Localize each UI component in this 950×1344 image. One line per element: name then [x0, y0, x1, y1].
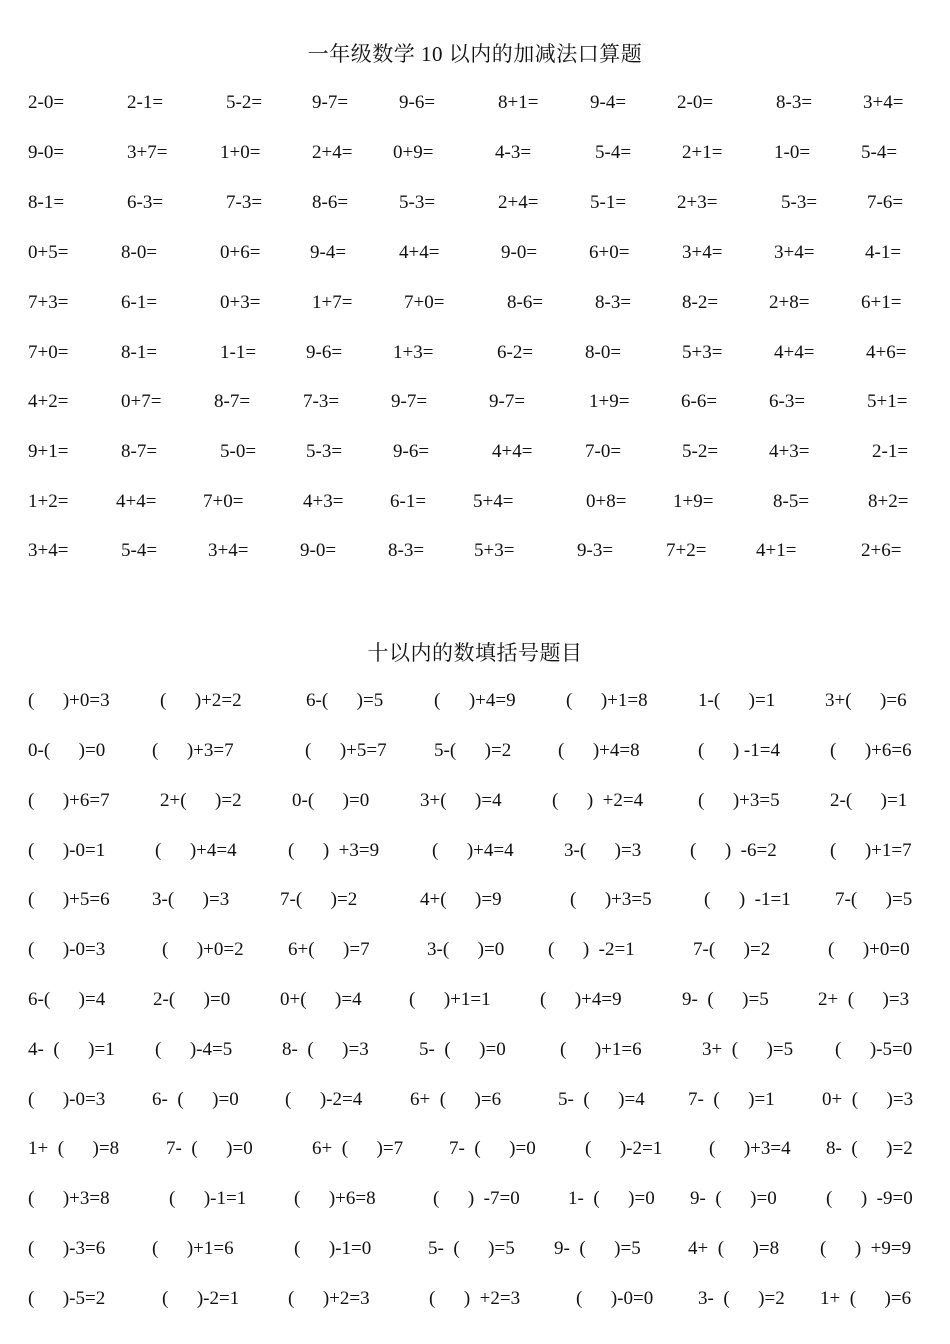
arithmetic-problem: ( )+4=4	[155, 840, 237, 861]
arithmetic-problem: 0+9=	[393, 142, 434, 163]
arithmetic-problem: 3-( )=3	[564, 840, 642, 861]
arithmetic-problem: 5- ( )=0	[419, 1039, 506, 1060]
arithmetic-problem: 6-( )=4	[28, 989, 106, 1010]
arithmetic-problem: 9-4=	[310, 242, 347, 263]
arithmetic-problem: 1-( )=1	[698, 690, 776, 711]
arithmetic-problem: ( )+1=8	[566, 690, 648, 711]
arithmetic-problem: 9-6=	[399, 92, 436, 113]
section1-row	[0, 487, 950, 517]
arithmetic-problem: ( )+3=5	[570, 889, 652, 910]
arithmetic-problem: ( ) -7=0	[433, 1188, 520, 1209]
arithmetic-problem: 8-1=	[121, 342, 158, 363]
arithmetic-problem: 3+4=	[28, 540, 69, 561]
arithmetic-problem: 4+( )=9	[420, 889, 502, 910]
arithmetic-problem: 3-( )=3	[152, 889, 230, 910]
section1-row	[0, 387, 950, 417]
arithmetic-problem: 8-0=	[121, 242, 158, 263]
arithmetic-problem: 2+4=	[498, 192, 539, 213]
arithmetic-problem: ( )+3=4	[709, 1138, 791, 1159]
arithmetic-problem: ( ) -6=2	[690, 840, 777, 861]
section2-row	[0, 1035, 950, 1065]
arithmetic-problem: 3+4=	[863, 92, 904, 113]
arithmetic-problem: 5+4=	[473, 491, 514, 512]
arithmetic-problem: 8-2=	[682, 292, 719, 313]
arithmetic-problem: 8-3=	[388, 540, 425, 561]
arithmetic-problem: 0+6=	[220, 242, 261, 263]
arithmetic-problem: ( )+1=6	[152, 1238, 234, 1259]
arithmetic-problem: ( )+4=8	[558, 740, 640, 761]
arithmetic-problem: ( )+0=0	[828, 939, 910, 960]
arithmetic-problem: ( )-0=0	[576, 1288, 654, 1309]
arithmetic-problem: 7-0=	[585, 441, 622, 462]
arithmetic-problem: 6-( )=5	[306, 690, 384, 711]
arithmetic-problem: 9-7=	[312, 92, 349, 113]
arithmetic-problem: 4+1=	[756, 540, 797, 561]
section1-row	[0, 88, 950, 118]
section2-row	[0, 935, 950, 965]
arithmetic-problem: 3+4=	[208, 540, 249, 561]
arithmetic-problem: 5-4=	[861, 142, 898, 163]
arithmetic-problem: 9- ( )=5	[554, 1238, 641, 1259]
arithmetic-problem: 9-3=	[577, 540, 614, 561]
arithmetic-problem: ( )+5=7	[305, 740, 387, 761]
arithmetic-problem: 7-3=	[226, 192, 263, 213]
arithmetic-problem: ( )-5=2	[28, 1288, 106, 1309]
arithmetic-problem: 1+9=	[673, 491, 714, 512]
arithmetic-problem: 8+2=	[868, 491, 909, 512]
section2-row	[0, 786, 950, 816]
section2-row	[0, 1085, 950, 1115]
section1-row	[0, 188, 950, 218]
arithmetic-problem: 6-2=	[497, 342, 534, 363]
arithmetic-problem: 8-3=	[595, 292, 632, 313]
arithmetic-problem: 6+0=	[589, 242, 630, 263]
arithmetic-problem: ( )-2=1	[162, 1288, 240, 1309]
arithmetic-problem: ( )-0=1	[28, 840, 106, 861]
arithmetic-problem: ( )-1=1	[169, 1188, 247, 1209]
arithmetic-problem: 8-3=	[776, 92, 813, 113]
section2-row	[0, 1284, 950, 1314]
arithmetic-problem: 2-( )=1	[830, 790, 908, 811]
arithmetic-problem: 8- ( )=3	[282, 1039, 369, 1060]
arithmetic-problem: 4-3=	[495, 142, 532, 163]
arithmetic-problem: 4+4=	[399, 242, 440, 263]
arithmetic-problem: ( )+6=7	[28, 790, 110, 811]
arithmetic-problem: 8-7=	[214, 391, 251, 412]
arithmetic-problem: 9-6=	[393, 441, 430, 462]
arithmetic-problem: 5-2=	[682, 441, 719, 462]
arithmetic-problem: 8-5=	[773, 491, 810, 512]
arithmetic-problem: 7+0=	[203, 491, 244, 512]
arithmetic-problem: 8-1=	[28, 192, 65, 213]
arithmetic-problem: 0+7=	[121, 391, 162, 412]
arithmetic-problem: 1+7=	[312, 292, 353, 313]
arithmetic-problem: 5+1=	[867, 391, 908, 412]
arithmetic-problem: ( )-0=3	[28, 1089, 106, 1110]
arithmetic-problem: ( ) +2=3	[429, 1288, 521, 1309]
arithmetic-problem: ( )+2=2	[160, 690, 242, 711]
arithmetic-problem: 8-6=	[312, 192, 349, 213]
arithmetic-problem: 6-1=	[121, 292, 158, 313]
arithmetic-problem: ( )+0=2	[162, 939, 244, 960]
arithmetic-problem: 3- ( )=2	[698, 1288, 785, 1309]
arithmetic-problem: ( ) +9=9	[820, 1238, 912, 1259]
arithmetic-problem: 7-( )=5	[835, 889, 913, 910]
arithmetic-problem: 1+ ( )=8	[28, 1138, 120, 1159]
arithmetic-problem: 9- ( )=5	[682, 989, 769, 1010]
arithmetic-problem: 8- ( )=2	[826, 1138, 913, 1159]
arithmetic-problem: 1+9=	[589, 391, 630, 412]
arithmetic-problem: 2+3=	[677, 192, 718, 213]
arithmetic-problem: 4+3=	[303, 491, 344, 512]
arithmetic-problem: 5- ( )=5	[428, 1238, 515, 1259]
arithmetic-problem: ( )+3=7	[152, 740, 234, 761]
arithmetic-problem: 6+1=	[861, 292, 902, 313]
arithmetic-problem: ( )+6=6	[830, 740, 912, 761]
arithmetic-problem: 1-1=	[220, 342, 257, 363]
arithmetic-problem: 9-0=	[501, 242, 538, 263]
arithmetic-problem: 9-0=	[300, 540, 337, 561]
arithmetic-problem: ( )-1=0	[294, 1238, 372, 1259]
arithmetic-problem: 1+0=	[220, 142, 261, 163]
arithmetic-problem: 6-6=	[681, 391, 718, 412]
arithmetic-problem: 9-0=	[28, 142, 65, 163]
arithmetic-problem: 4+4=	[116, 491, 157, 512]
arithmetic-problem: 5-3=	[781, 192, 818, 213]
arithmetic-problem: 8-0=	[585, 342, 622, 363]
arithmetic-problem: 5-1=	[590, 192, 627, 213]
arithmetic-problem: 2-1=	[872, 441, 909, 462]
arithmetic-problem: 1+ ( )=6	[820, 1288, 912, 1309]
arithmetic-problem: ( )+2=3	[288, 1288, 370, 1309]
arithmetic-problem: 3+ ( )=5	[702, 1039, 794, 1060]
arithmetic-problem: ( )+1=1	[409, 989, 491, 1010]
arithmetic-problem: ( ) -2=1	[548, 939, 635, 960]
arithmetic-problem: ( )-5=0	[835, 1039, 913, 1060]
arithmetic-problem: ( )+5=6	[28, 889, 110, 910]
arithmetic-problem: ( )+0=3	[28, 690, 110, 711]
arithmetic-problem: 9-6=	[306, 342, 343, 363]
arithmetic-problem: 5-3=	[399, 192, 436, 213]
arithmetic-problem: 2+ ( )=3	[818, 989, 910, 1010]
arithmetic-problem: ( )+4=9	[434, 690, 516, 711]
arithmetic-problem: 8-6=	[507, 292, 544, 313]
arithmetic-problem: ( ) -1=1	[704, 889, 791, 910]
arithmetic-problem: 3+4=	[774, 242, 815, 263]
section1-row	[0, 288, 950, 318]
arithmetic-problem: 7-6=	[867, 192, 904, 213]
section1-row	[0, 238, 950, 268]
arithmetic-problem: 6+ ( )=6	[410, 1089, 502, 1110]
arithmetic-problem: 2-1=	[127, 92, 164, 113]
arithmetic-problem: 2-( )=0	[153, 989, 231, 1010]
arithmetic-problem: 9-4=	[590, 92, 627, 113]
section1-row	[0, 437, 950, 467]
arithmetic-problem: 0+3=	[220, 292, 261, 313]
arithmetic-problem: 3+4=	[682, 242, 723, 263]
arithmetic-problem: ( )-4=5	[155, 1039, 233, 1060]
arithmetic-problem: ( ) -9=0	[826, 1188, 913, 1209]
section2-row	[0, 1234, 950, 1264]
arithmetic-problem: ( )+1=7	[830, 840, 912, 861]
arithmetic-problem: 3+( )=4	[420, 790, 502, 811]
arithmetic-problem: 7- ( )=0	[166, 1138, 253, 1159]
arithmetic-problem: 5+3=	[682, 342, 723, 363]
arithmetic-problem: ( )+6=8	[294, 1188, 376, 1209]
arithmetic-problem: 4+2=	[28, 391, 69, 412]
arithmetic-problem: 2+6=	[861, 540, 902, 561]
arithmetic-problem: 4-1=	[865, 242, 902, 263]
section2-row	[0, 686, 950, 716]
arithmetic-problem: ( )-2=1	[585, 1138, 663, 1159]
section1-row	[0, 536, 950, 566]
arithmetic-problem: 6-3=	[127, 192, 164, 213]
arithmetic-problem: 1+3=	[393, 342, 434, 363]
arithmetic-problem: 4+ ( )=8	[688, 1238, 780, 1259]
arithmetic-problem: 1-0=	[774, 142, 811, 163]
arithmetic-problem: 1+2=	[28, 491, 69, 512]
arithmetic-problem: 6+( )=7	[288, 939, 370, 960]
arithmetic-problem: ( )-3=6	[28, 1238, 106, 1259]
arithmetic-problem: ( )+1=6	[560, 1039, 642, 1060]
arithmetic-problem: ( )+3=8	[28, 1188, 110, 1209]
section2-row	[0, 885, 950, 915]
arithmetic-problem: 0+5=	[28, 242, 69, 263]
arithmetic-problem: 5+3=	[474, 540, 515, 561]
arithmetic-problem: 3+( )=6	[825, 690, 907, 711]
arithmetic-problem: 7+0=	[404, 292, 445, 313]
arithmetic-problem: ( )-0=3	[28, 939, 106, 960]
arithmetic-problem: 2+8=	[769, 292, 810, 313]
arithmetic-problem: 2-0=	[677, 92, 714, 113]
section2-title: 十以内的数填括号题目	[367, 641, 583, 665]
arithmetic-problem: 5-3=	[306, 441, 343, 462]
arithmetic-problem: 7-3=	[303, 391, 340, 412]
arithmetic-problem: 8-7=	[121, 441, 158, 462]
arithmetic-problem: 6-3=	[769, 391, 806, 412]
section1-title: 一年级数学 10 以内的加减法口算题	[307, 42, 643, 66]
arithmetic-problem: 7+2=	[666, 540, 707, 561]
arithmetic-problem: ( ) -1=4	[698, 740, 780, 761]
arithmetic-problem: 5-0=	[220, 441, 257, 462]
arithmetic-problem: 2+4=	[312, 142, 353, 163]
arithmetic-problem: ( )+3=5	[698, 790, 780, 811]
arithmetic-problem: 9+1=	[28, 441, 69, 462]
section1-row	[0, 138, 950, 168]
section2-row	[0, 1134, 950, 1164]
arithmetic-problem: 7-( )=2	[693, 939, 771, 960]
arithmetic-problem: 6-1=	[390, 491, 427, 512]
arithmetic-problem: 1- ( )=0	[568, 1188, 655, 1209]
section1-row	[0, 338, 950, 368]
arithmetic-problem: 2+( )=2	[160, 790, 242, 811]
section2-row	[0, 736, 950, 766]
arithmetic-problem: 4+4=	[774, 342, 815, 363]
arithmetic-problem: 5-2=	[226, 92, 263, 113]
arithmetic-problem: 0+ ( )=3	[822, 1089, 914, 1110]
arithmetic-problem: 0+8=	[586, 491, 627, 512]
arithmetic-problem: 9-7=	[489, 391, 526, 412]
arithmetic-problem: ( )-2=4	[285, 1089, 363, 1110]
arithmetic-problem: 3-( )=0	[427, 939, 505, 960]
arithmetic-problem: 2-0=	[28, 92, 65, 113]
arithmetic-problem: 5-4=	[595, 142, 632, 163]
arithmetic-problem: 4- ( )=1	[28, 1039, 115, 1060]
arithmetic-problem: 0-( )=0	[292, 790, 370, 811]
section2-row	[0, 836, 950, 866]
arithmetic-problem: 7-( )=2	[280, 889, 358, 910]
arithmetic-problem: 9-7=	[391, 391, 428, 412]
arithmetic-problem: 0-( )=0	[28, 740, 106, 761]
arithmetic-problem: ( )+4=4	[432, 840, 514, 861]
arithmetic-problem: 7+3=	[28, 292, 69, 313]
arithmetic-problem: 4+4=	[492, 441, 533, 462]
arithmetic-problem: ( ) +3=9	[288, 840, 380, 861]
arithmetic-problem: 5-4=	[121, 540, 158, 561]
arithmetic-problem: ( )+4=9	[540, 989, 622, 1010]
arithmetic-problem: 7- ( )=0	[449, 1138, 536, 1159]
arithmetic-problem: 6+ ( )=7	[312, 1138, 404, 1159]
section2-row	[0, 1184, 950, 1214]
arithmetic-problem: 8+1=	[498, 92, 539, 113]
arithmetic-problem: 6- ( )=0	[152, 1089, 239, 1110]
arithmetic-problem: 5-( )=2	[434, 740, 512, 761]
arithmetic-problem: ( ) +2=4	[552, 790, 644, 811]
arithmetic-problem: 4+3=	[769, 441, 810, 462]
arithmetic-problem: 5- ( )=4	[558, 1089, 645, 1110]
arithmetic-problem: 2+1=	[682, 142, 723, 163]
arithmetic-problem: 9- ( )=0	[690, 1188, 777, 1209]
arithmetic-problem: 7+0=	[28, 342, 69, 363]
arithmetic-problem: 4+6=	[866, 342, 907, 363]
section2-row	[0, 985, 950, 1015]
arithmetic-problem: 3+7=	[127, 142, 168, 163]
arithmetic-problem: 7- ( )=1	[688, 1089, 775, 1110]
arithmetic-problem: 0+( )=4	[280, 989, 362, 1010]
